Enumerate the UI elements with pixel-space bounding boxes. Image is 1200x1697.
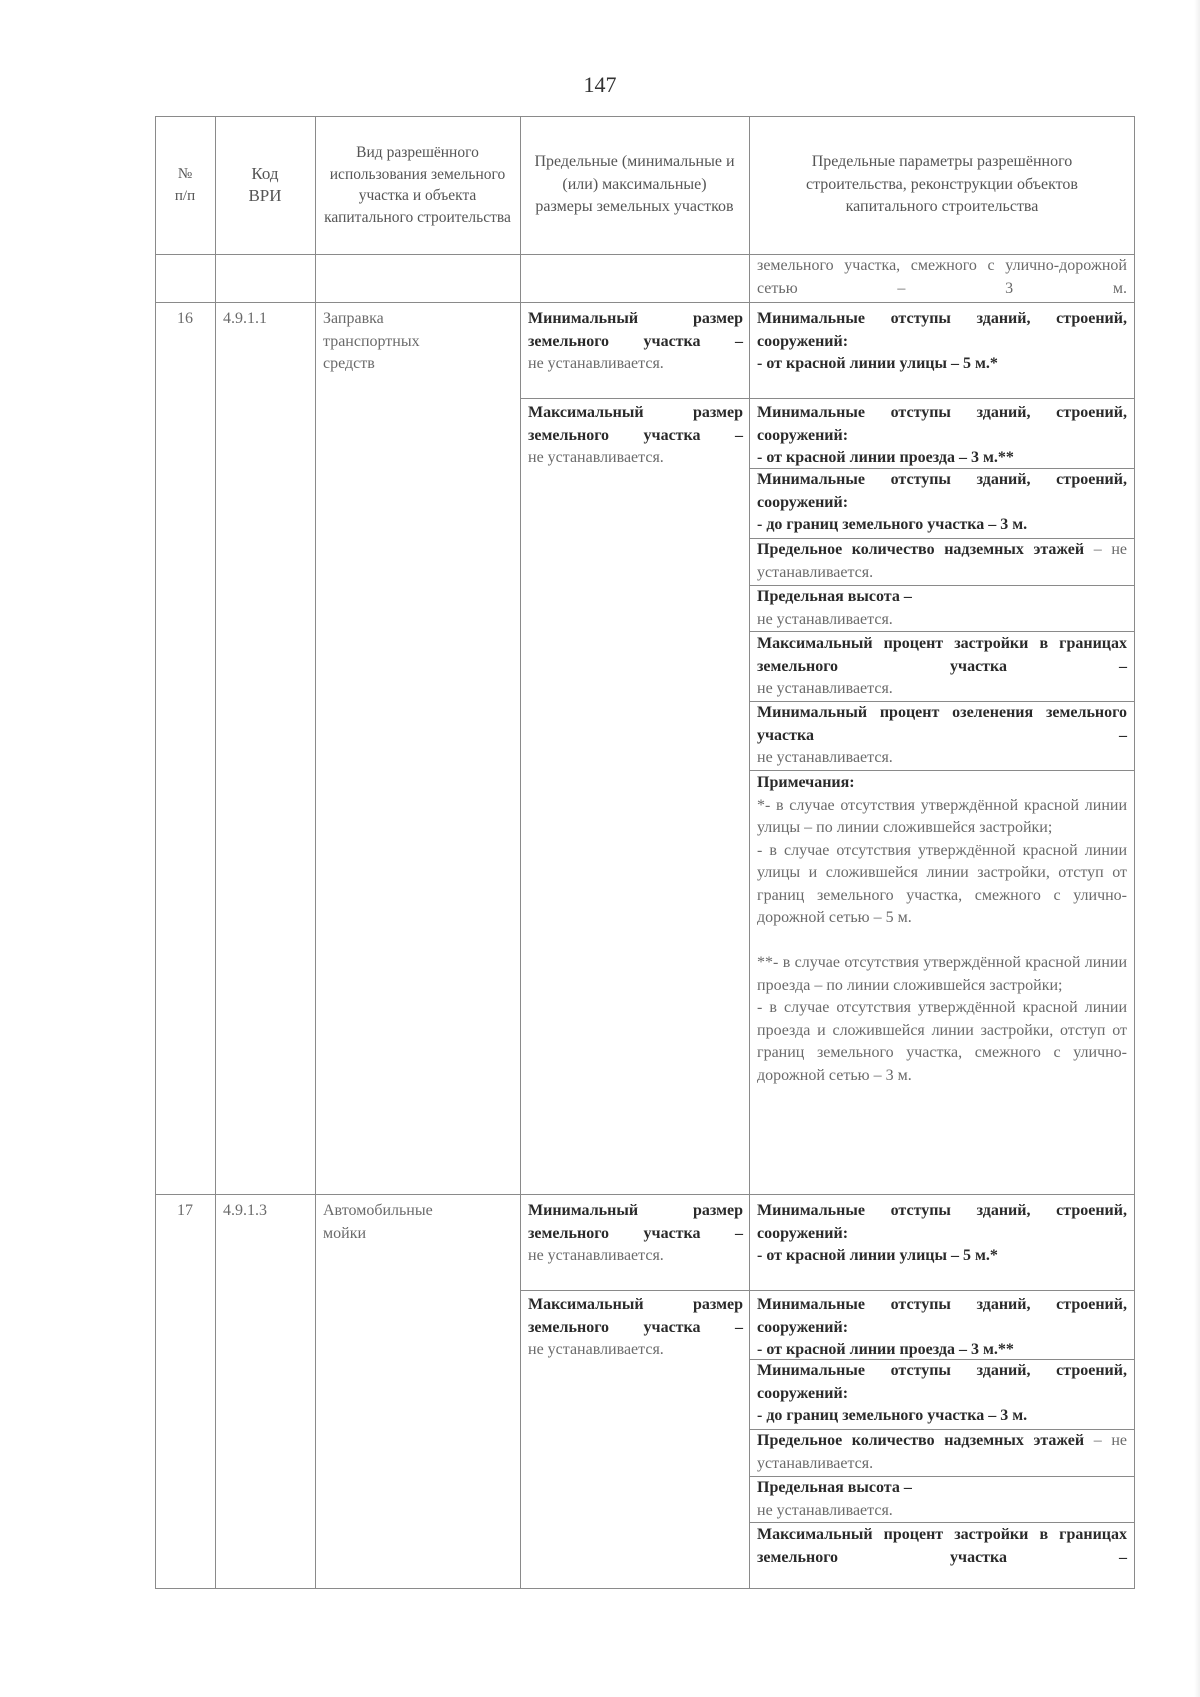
row-17-param-4-value: – не устанавливается. (757, 1432, 1127, 1472)
header-use: Вид разрешённого использования земельного участка и объекта капитального строительства (324, 144, 511, 226)
regulations-table (155, 116, 1135, 1589)
row-16-number: 16 (177, 310, 193, 327)
header-num: № п/п (174, 165, 196, 204)
row-16-param-5-value: не устанавливается. (757, 610, 893, 628)
row-17-param-4-title: Предельное количество надземных этажей (757, 1432, 1085, 1449)
row-17-param-6 (757, 1524, 1127, 1569)
row-16-param-3-value: - до границ земельного участка – 3 м. (757, 516, 1028, 533)
row-17-param-line-5 (749, 1522, 1135, 1523)
row-17-param-5 (757, 1477, 1127, 1522)
row-16-note-4: - в случае отсутствия утверждённой красной линии проезда и сложившейся линии застройки, отступ от границ земельного участка, смежного с улично-дорожной сетью – 3 м. (757, 999, 1127, 1084)
row-17-plot-min (528, 1200, 743, 1268)
header-code: Код ВРИ (248, 163, 282, 205)
column-divider-code (215, 116, 216, 1589)
row-17-plot-max-value: не устанавливается. (528, 1341, 664, 1358)
row-16-param-7-title: Минимальный процент озеленения земельного участка – (757, 704, 1127, 744)
row-16-param-1-title: Минимальные отступы зданий, строений, сооружений: (757, 310, 1127, 350)
row-17-plot-max (528, 1294, 743, 1362)
header-params: Предельные параметры разрешённого строительства, реконструкции объектов капитального строительства (806, 153, 1078, 216)
row-17-plot-divider (520, 1290, 1135, 1291)
row-17-param-3 (757, 1360, 1127, 1428)
row-16-use-name: Заправка транспортных средств (323, 310, 420, 372)
row-16-param-7-value: не устанавливается. (757, 749, 893, 766)
row-16-plot-max (528, 402, 743, 470)
row-16-param-4-title: Предельное количество надземных этажей (757, 541, 1085, 558)
row-17-param-1-title: Минимальные отступы зданий, строений, сооружений: (757, 1202, 1127, 1242)
row-17-param-1 (757, 1200, 1127, 1268)
row-17-param-4 (757, 1430, 1127, 1475)
row-16-param-1-value: - от красной линии улицы – 5 м.* (757, 355, 998, 372)
row-16-param-1 (757, 308, 1127, 376)
row-16-plot-min-title: Минимальный размер земельного участка – (528, 310, 743, 350)
row-17-param-3-value: - до границ земельного участка – 3 м. (757, 1407, 1028, 1424)
row-16-note-3: **- в случае отсутствия утверждённой красной линии проезда – по линии сложившейся застройки; (757, 954, 1127, 994)
carry-over-params: земельного участка, смежного с улично-дорожной сетью – 3 м. (757, 257, 1127, 297)
column-divider-use (315, 116, 316, 1589)
page-number: 147 (583, 72, 617, 97)
row-16-plot-min (528, 308, 743, 376)
row-16-param-6 (757, 633, 1127, 701)
row-17-use-name: Автомобильные мойки (323, 1202, 433, 1242)
row-17-param-5-value: не устанавливается. (757, 1501, 893, 1519)
column-divider-plot (520, 116, 521, 1589)
row-16-notes (757, 772, 1127, 1087)
row-17-plot-min-title: Минимальный размер земельного участка – (528, 1202, 743, 1242)
row-16-notes-title: Примечания: (757, 774, 855, 791)
header-plot: Предельные (минимальные и (или) максимальные) размеры земельных участков (534, 153, 735, 216)
row-16-plot-divider (520, 398, 1135, 399)
row-16-param-3 (757, 469, 1127, 537)
row-16-note-2: - в случае отсутствия утверждённой красной линии улицы и сложившейся линии застройки, отступ от границ земельного участка, смежного с улично-дорожной сетью – 5 м. (757, 841, 1127, 926)
row-16-param-6-title: Максимальный процент застройки в границах земельного участка – (757, 635, 1127, 675)
row-16-param-7 (757, 702, 1127, 770)
row-17-plot-max-title: Максимальный размер земельного участка – (528, 1296, 743, 1336)
row-17-param-6-title: Максимальный процент застройки в границах земельного участка – (757, 1526, 1127, 1566)
row-16-param-line-7 (749, 770, 1135, 771)
row-17-top-line (155, 1194, 1135, 1195)
row-16-param-4-value: – не устанавливается. (757, 541, 1127, 581)
row-16-param-line-5 (749, 631, 1135, 632)
row-17-param-3-title: Минимальные отступы зданий, строений, сооружений: (757, 1362, 1127, 1402)
row-17-param-2-value: - от красной линии проезда – 3 м.** (757, 1341, 1014, 1358)
row-17-param-1-value: - от красной линии улицы – 5 м.* (757, 1247, 998, 1264)
row-17-number: 17 (177, 1202, 193, 1219)
notes-spacer (757, 930, 1127, 953)
row-16-param-2-title: Минимальные отступы зданий, строений, сооружений: (757, 404, 1127, 444)
row-16-plot-max-value: не устанавливается. (528, 449, 664, 466)
row-17-param-2 (757, 1294, 1127, 1362)
row-16-note-1: *- в случае отсутствия утверждённой красной линии улицы – по линии сложившейся застройки; (757, 796, 1127, 836)
table-border-bottom (155, 1588, 1135, 1589)
row-17-plot-min-value: не устанавливается. (528, 1247, 664, 1264)
row-16-top-line (155, 302, 1135, 303)
row-17-param-5-title: Предельная высота – (757, 1479, 912, 1496)
row-17-code: 4.9.1.3 (223, 1202, 267, 1219)
row-17-param-2-title: Минимальные отступы зданий, строений, сооружений: (757, 1296, 1127, 1336)
row-16-param-4 (757, 539, 1127, 584)
row-16-param-2 (757, 402, 1127, 470)
row-16-plot-max-title: Максимальный размер земельного участка – (528, 404, 743, 444)
table-border-left (155, 116, 156, 1589)
row-16-param-5-title: Предельная высота – (757, 588, 912, 605)
row-16-plot-min-value: не устанавливается. (528, 355, 664, 372)
column-divider-params (749, 116, 750, 1589)
row-16-param-5 (757, 586, 1127, 631)
scan-edge-shadow (1194, 0, 1200, 1697)
row-16-param-6-value: не устанавливается. (757, 680, 893, 697)
row-16-param-2-value: - от красной линии проезда – 3 м.** (757, 449, 1014, 466)
row-16-param-3-title: Минимальные отступы зданий, строений, сооружений: (757, 471, 1127, 511)
row-16-code: 4.9.1.1 (223, 310, 267, 327)
table-border-right (1134, 116, 1135, 1589)
